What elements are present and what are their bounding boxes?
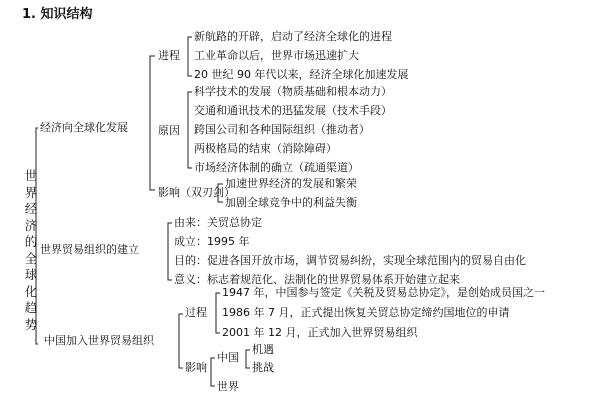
economy-impact-item: 加剧全球竞争中的利益失衡: [225, 196, 357, 209]
branch-china-label: 中国加入世界贸易组织: [44, 334, 154, 347]
china-process-brace: [216, 293, 220, 333]
economy-cause-item: 科学技术的发展（物质基础和根本动力）: [194, 85, 392, 98]
section-title: 1. 知识结构: [22, 7, 93, 22]
china-impact-item: 挑战: [252, 361, 274, 374]
economy-impact-item: 加速世界经济的发展和繁荣: [225, 177, 357, 190]
china-process-item: 1986 年 7 月，正式提出恢复关贸总协定缔约国地位的申请: [222, 306, 510, 319]
branch-wto-label: 世界贸易组织的建立: [40, 243, 139, 256]
causes-brace: [188, 92, 192, 168]
economy-cause-item: 市场经济体制的确立（疏通渠道）: [194, 161, 359, 174]
china-process-item: 2001 年 12 月，正式加入世界贸易组织: [222, 326, 418, 339]
china-process-label: 过程: [185, 306, 207, 319]
wto-brace: [168, 223, 172, 280]
wto-item: 由来：关贸总协定: [174, 216, 262, 229]
china-sub-brace: [246, 350, 250, 368]
economy-impact-label: 影响（双刃剑）: [158, 186, 235, 199]
china-process-item: 1947 年，中国参与签定《关税及贸易总协定》，是创始成员国之一: [222, 286, 545, 299]
economy-cause-item: 交通和通讯技术的迅猛发展（技术手段）: [194, 104, 392, 117]
economy-causes-label: 原因: [158, 124, 180, 137]
economy-process-label: 进程: [158, 49, 180, 62]
china-impact-item: 机遇: [252, 343, 274, 356]
wto-item: 目的：促进各国开放市场，调节贸易纠纷，实现全球范围内的贸易自由化: [174, 254, 526, 267]
economy-process-item: 新航路的开辟，启动了经济全球化的进程: [194, 30, 392, 43]
process-brace: [188, 37, 192, 76]
branch-economy-label: 经济向全球化发展: [40, 121, 128, 134]
china-impact-china-label: 中国: [217, 351, 239, 364]
economy-process-item: 工业革命以后，世界市场迅速扩大: [194, 49, 359, 62]
economy-brace: [150, 56, 155, 190]
root-label: 世界经济的全球化趋势: [24, 168, 38, 332]
economy-process-item: 20 世纪 90 年代以来，经济全球化加速发展: [194, 68, 409, 81]
china-impact-world-label: 世界: [217, 380, 239, 393]
wto-item: 意义：标志着规范化、法制化的世界贸易体系开始建立起来: [174, 273, 460, 286]
china-impact-label: 影响: [185, 361, 207, 374]
wto-item: 成立：1995 年: [174, 235, 250, 248]
china-brace: [179, 314, 183, 368]
economy-cause-item: 跨国公司和各种国际组织（推动者）: [194, 123, 370, 136]
economy-cause-item: 两极格局的结束（消除障碍）: [194, 142, 337, 155]
china-impact-brace: [211, 358, 215, 386]
